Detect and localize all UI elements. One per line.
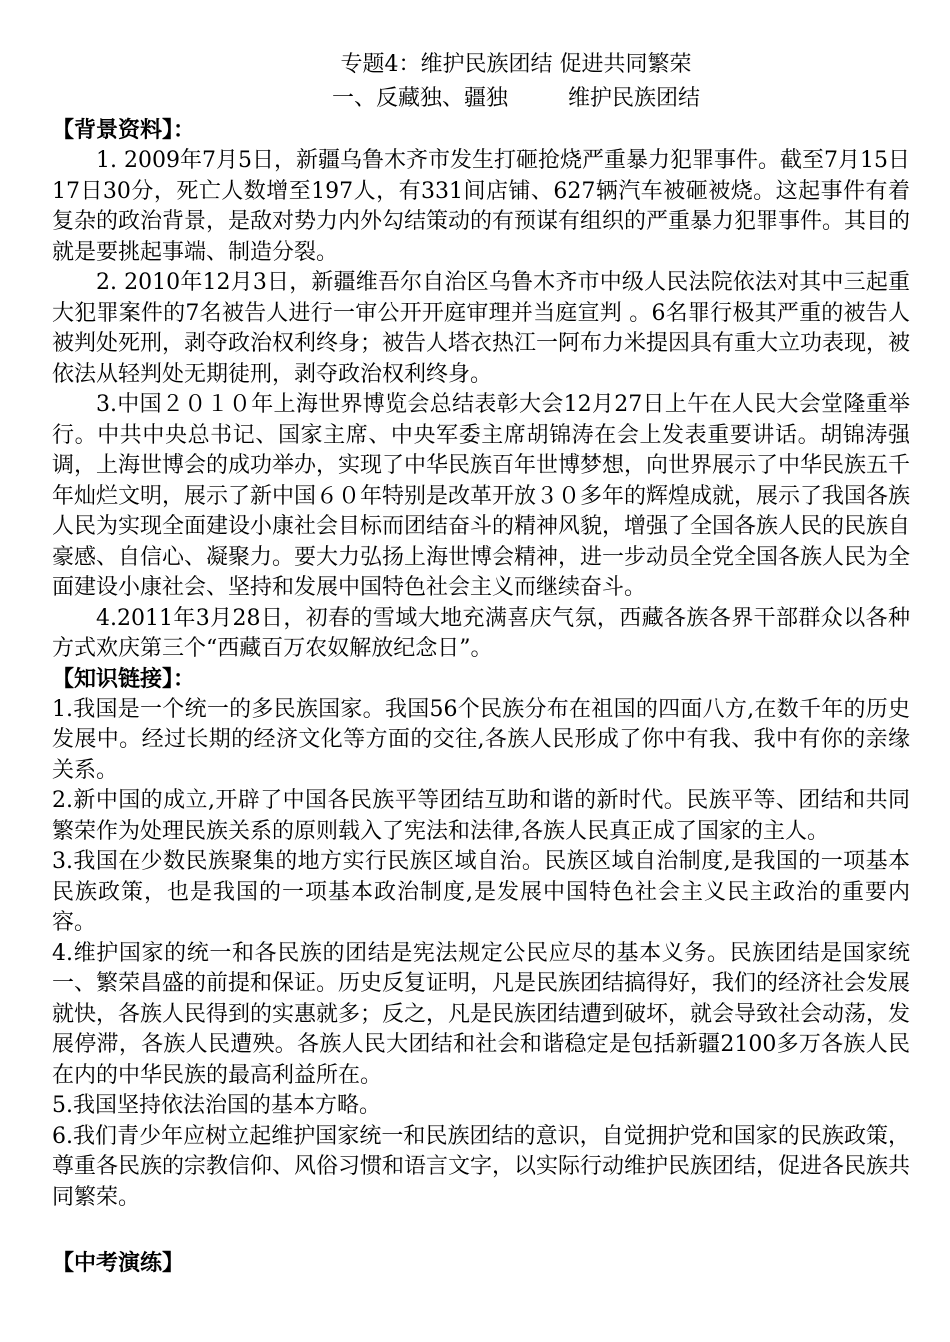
knowledge-paragraph-4: 4.维护国家的统一和各民族的团结是宪法规定公民应尽的基本义务。民族团结是国家统一、繁荣昌盛的前提和保证。历史反复证明，凡是民族团结搞得好，我们的经济社会发展就快，各族人民得到的实惠就多；反之，凡是民族团结遭到破坏，就会导致社会动荡，发展停滞，各族人民遭殃。各族人民大团结和社会和谐稳定是包括新疆2100多万各族人民在内的中华民族的最高利益所在。 <box>52 940 911 1088</box>
background-paragraph-1: 1. 2009年7月5日，新疆乌鲁木齐市发生打砸抢烧严重暴力犯罪事件。截至7月15日17日30分，死亡人数增至197人，有331间店铺、627辆汽车被砸被烧。这起事件有着复杂的政治背景，是敌对势力内外勾结策动的有预谋有组织的严重暴力犯罪事件。其目的就是要挑起事端、制造分裂。 <box>52 148 911 265</box>
background-heading: 【背景资料】： <box>52 118 196 143</box>
document-title: 专题4：维护民族团结 促进共同繁荣 <box>340 52 692 77</box>
background-paragraph-4: 4.2011年3月28日，初春的雪域大地充满喜庆气氛，西藏各族各界干部群众以各种方式欢庆第三个“西藏百万农奴解放纪念日”。 <box>52 605 910 661</box>
knowledge-paragraph-3: 3.我国在少数民族聚集的地方实行民族区域自治。民族区域自治制度,是我国的一项基本民族政策，也是我国的一项基本政治制度,是发展中国特色社会主义民主政治的重要内容。 <box>52 849 910 935</box>
document-subtitle <box>122 82 910 116</box>
subtitle-part-1: 一、反藏独、疆独 <box>331 86 508 111</box>
exam-heading: 【中考演练】 <box>52 1251 185 1276</box>
subtitle-part-2: 维护民族团结 <box>568 86 701 111</box>
knowledge-paragraph-1: 1.我国是一个统一的多民族国家。我国56个民族分布在祖国的四面八方,在数千年的历史发展中。经过长期的经济文化等方面的交往,各族人民形成了你中有我、我中有你的亲缘关系。 <box>52 696 910 783</box>
knowledge-paragraph-6: 6.我们青少年应树立起维护国家统一和民族团结的意识，自觉拥护党和国家的民族政策，尊重各民族的宗教信仰、风俗习惯和语言文字，以实际行动维护民族团结，促进各民族共同繁荣。 <box>52 1123 911 1210</box>
knowledge-heading: 【知识链接】： <box>52 666 196 692</box>
background-paragraph-2: 2. 2010年12月3日，新疆维吾尔自治区乌鲁木齐市中级人民法院依法对其中三起重大犯罪案件的7名被告人进行一审公开开庭审理并当庭宣判 。6名罪行极其严重的被告人被判处死刑，剥夺政治权利终身；被告人塔衣热江一阿布力米提因具有重大立功表现，被依法从轻判处无期徒刑，剥夺政治权利终身。 <box>52 270 911 387</box>
knowledge-paragraph-2: 2.新中国的成立,开辟了中国各民族平等团结互助和谐的新时代。民族平等、团结和共同繁荣作为处理民族关系的原则载入了宪法和法律,各族人民真正成了国家的主人。 <box>52 788 910 844</box>
section-spacer <box>52 1213 910 1249</box>
background-paragraph-3: 3.中国２０１０年上海世界博览会总结表彰大会12月27日上午在人民大会堂隆重举行。中共中央总书记、国家主席、中央军委主席胡锦涛在会上发表重要讲话。胡锦涛强调，上海世博会的成功举办，实现了中华民族百年世博梦想，向世界展示了中华民族五千年灿烂文明，展示了新中国６０年特别是改革开放３０多年的辉煌成就，展示了我国各族人民为实现全面建设小康社会目标而团结奋斗的精神风貌，增强了全国各族人民的民族自豪感、自信心、凝聚力。要大力弘扬上海世博会精神，进一步动员全党全国各族人民为全面建设小康社会、坚持和发展中国特色社会主义而继续奋斗。 <box>52 392 911 600</box>
document-page <box>52 48 910 1279</box>
knowledge-paragraph-5: 5.我国坚持依法治国的基本方略。 <box>52 1093 381 1118</box>
